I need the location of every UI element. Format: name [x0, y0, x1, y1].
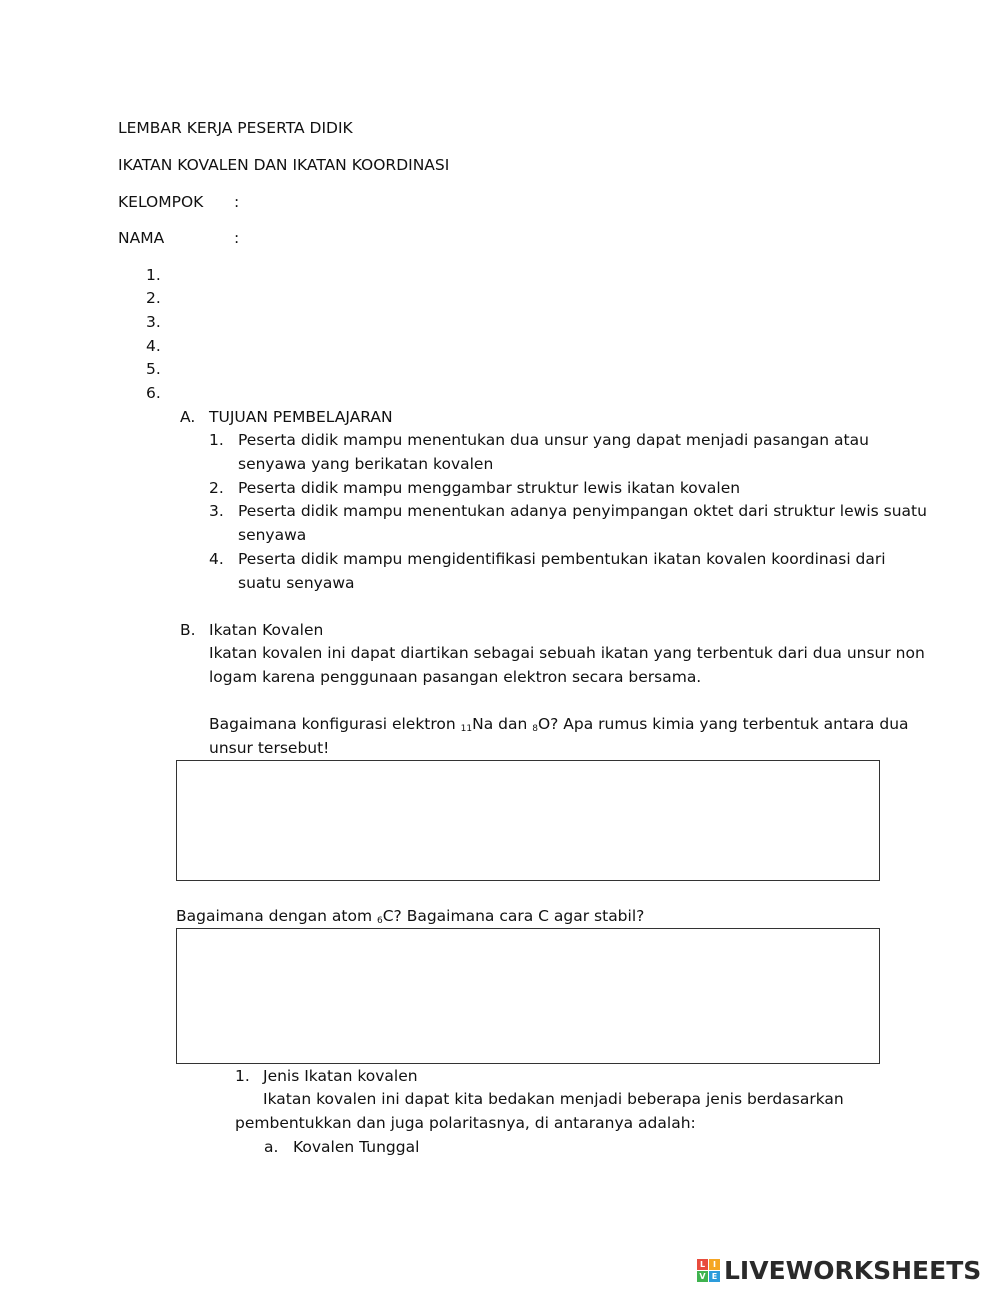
kelompok-colon: :: [234, 193, 240, 211]
objective-text: suatu senyawa: [238, 574, 355, 592]
member-number: 2.: [146, 289, 161, 307]
worksheet-subtitle: IKATAN KOVALEN DAN IKATAN KOORDINASI: [118, 156, 450, 174]
question-1-line2: unsur tersebut!: [209, 739, 330, 757]
member-number: 5.: [146, 360, 161, 378]
atomic-number-na: 11: [460, 724, 473, 734]
question-1-text: Na dan: [472, 715, 533, 733]
objective-text: Peserta didik mampu menggambar struktur lewis ikatan kovalen: [238, 479, 741, 497]
jenis-title: Jenis Ikatan kovalen: [263, 1067, 418, 1085]
question-1: [209, 714, 909, 739]
answer-box-2[interactable]: [176, 928, 880, 1064]
objective-text: senyawa yang berikatan kovalen: [238, 455, 494, 473]
objective-text: senyawa: [238, 526, 307, 544]
objective-text: Peserta didik mampu mengidentifikasi pembentukan ikatan kovalen koordinasi dari: [238, 550, 886, 568]
section-a-title: TUJUAN PEMBELAJARAN: [209, 408, 393, 426]
jenis-text: pembentukkan dan juga polaritasnya, di antaranya adalah:: [235, 1114, 696, 1132]
section-b-title: Ikatan Kovalen: [209, 621, 324, 639]
objective-number: 1.: [209, 431, 224, 449]
atomic-number-o: 8: [532, 724, 538, 734]
logo-icon-tile: I: [709, 1259, 720, 1270]
logo-icon-tile: E: [709, 1271, 720, 1282]
definition-text: Ikatan kovalen ini dapat diartikan sebagai sebuah ikatan yang terbentuk dari dua unsur non: [209, 644, 925, 662]
sub-marker: a.: [264, 1138, 279, 1156]
jenis-text: Ikatan kovalen ini dapat kita bedakan menjadi beberapa jenis berdasarkan: [263, 1090, 844, 1108]
answer-box-1[interactable]: [176, 760, 880, 881]
objective-text: Peserta didik mampu menentukan adanya penyimpangan oktet dari struktur lewis suatu: [238, 502, 927, 520]
atomic-number-c: 6: [377, 916, 383, 926]
kelompok-label: KELOMPOK: [118, 193, 204, 211]
objective-number: 3.: [209, 502, 224, 520]
objective-number: 4.: [209, 550, 224, 568]
nama-label: NAMA: [118, 229, 165, 247]
section-b-marker: B.: [180, 621, 196, 639]
member-number: 3.: [146, 313, 161, 331]
liveworksheets-logo-icon: [697, 1259, 720, 1282]
member-number: 1.: [146, 266, 161, 284]
logo-icon-tile: L: [697, 1259, 708, 1270]
worksheet-title: LEMBAR KERJA PESERTA DIDIK: [118, 119, 353, 137]
logo-icon-tile: V: [697, 1271, 708, 1282]
question-1-text: O? Apa rumus kimia yang terbentuk antara dua: [537, 715, 909, 733]
question-2-text: C? Bagaimana cara C agar stabil?: [382, 907, 645, 925]
liveworksheets-logo-text: LIVEWORKSHEETS: [724, 1255, 982, 1285]
definition-text: logam karena penggunaan pasangan elektron secara bersama.: [209, 668, 702, 686]
question-1-text: Bagaimana konfigurasi elektron: [209, 715, 461, 733]
member-number: 6.: [146, 384, 161, 402]
member-number: 4.: [146, 337, 161, 355]
question-2-text: Bagaimana dengan atom: [176, 907, 377, 925]
liveworksheets-logo: [697, 1253, 981, 1287]
objective-text: Peserta didik mampu menentukan dua unsur yang dapat menjadi pasangan atau: [238, 431, 869, 449]
nama-colon: :: [234, 229, 240, 247]
jenis-number: 1.: [235, 1067, 250, 1085]
section-a-marker: A.: [180, 408, 196, 426]
sub-title: Kovalen Tunggal: [293, 1138, 420, 1156]
objective-number: 2.: [209, 479, 224, 497]
